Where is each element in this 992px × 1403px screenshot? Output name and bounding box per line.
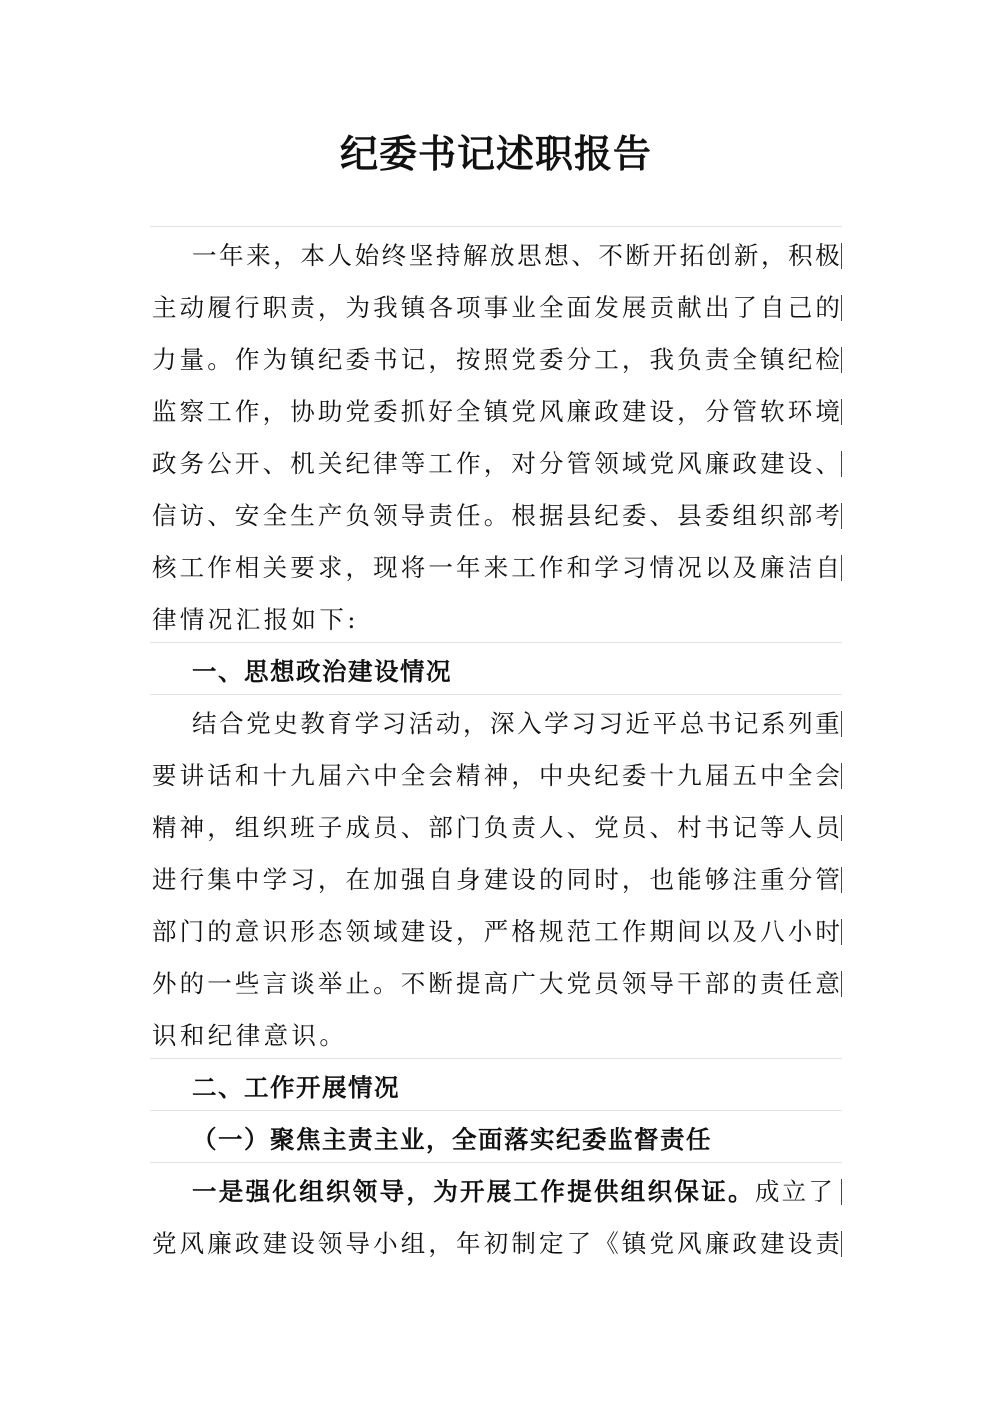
divider (150, 1162, 842, 1163)
section-heading-1: 一、思想政治建设情况 (192, 657, 452, 686)
line-end-marker (841, 763, 842, 789)
paragraph-2-line: 部 门 的 意 识 形 态 领 域 建 设 ， 严 格 规 范 工 作 期 间 以 及 八 小 时 (152, 917, 840, 946)
paragraph-1-line: 力 量 。 作 为 镇 纪 委 书 记 ， 按 照 党 委 分 工 ， 我 负 责 全 镇 纪 检 (152, 345, 840, 374)
line-end-marker (841, 867, 842, 893)
paragraph-1-line: 主 动 履 行 职 责 ， 为 我 镇 各 项 事 业 全 面 发 展 贡 献 出 了 自 己 的 (152, 293, 840, 322)
paragraph-2-line: 识和纪律意识。 (152, 1021, 348, 1050)
divider (150, 642, 842, 643)
paragraph-2-line: 要 讲 话 和 十 九 届 六 中 全 会 精 神 ， 中 央 纪 委 十 九 届 五 中 全 会 (152, 761, 840, 790)
paragraph-1-line: 政 务 公 开 、 机 关 纪 律 等 工 作 ， 对 分 管 领 域 党 风 廉 政 建 设 、 (152, 449, 840, 478)
line-end-marker (841, 295, 842, 321)
line-end-marker (841, 503, 842, 529)
paragraph-2-line: 结 合 党 史 教 育 学 习 活 动 ， 深 入 学 习 习 近 平 总 书 记 系 列 重 (192, 709, 840, 738)
divider (150, 1110, 842, 1111)
line-end-marker (841, 347, 842, 373)
paragraph-2-line: 进 行 集 中 学 习 ， 在 加 强 自 身 建 设 的 同 时 ， 也 能 够 注 重 分 管 (152, 865, 840, 894)
paragraph-1-line: 监 察 工 作 ， 协 助 党 委 抓 好 全 镇 党 风 廉 政 建 设 ， 分 管 软 环 境 (152, 397, 840, 426)
line-end-marker (841, 971, 842, 997)
paragraph-3-line (192, 1166, 840, 1218)
paragraph-1-line: 一 年 来 ， 本 人 始 终 坚 持 解 放 思 想 、 不 断 开 拓 创 新 ， 积 极 (192, 241, 840, 270)
line-end-marker (841, 1179, 842, 1205)
section-heading-2: 二、工作开展情况 (192, 1073, 400, 1102)
divider (150, 226, 842, 227)
paragraph-1-line: 信 访 、 安 全 生 产 负 领 导 责 任 。 根 据 县 纪 委 、 县 委 组 织 部 考 (152, 501, 840, 530)
line-end-marker (841, 451, 842, 477)
paragraph-1-line: 核 工 作 相 关 要 求 ， 现 将 一 年 来 工 作 和 学 习 情 况 以 及 廉 洁 自 (152, 553, 840, 582)
paragraph-3-lead: 一是强化组织领导，为开展工作提供组织保证。 (192, 1177, 755, 1206)
line-end-marker (841, 399, 842, 425)
line-end-marker (841, 815, 842, 841)
paragraph-3-rest: 成立了 (754, 1177, 836, 1206)
line-end-marker (841, 711, 842, 737)
paragraph-2-line: 外 的 一 些 言 谈 举 止 。 不 断 提 高 广 大 党 员 领 导 干 部 的 责 任 意 (152, 969, 840, 998)
line-end-marker (841, 243, 842, 269)
subsection-heading-2-1: （一）聚焦主责主业，全面落实纪委监督责任 (192, 1125, 712, 1154)
divider (150, 694, 842, 695)
line-end-marker (841, 1231, 842, 1257)
line-end-marker (841, 555, 842, 581)
paragraph-1-line: 律情况汇报如下: (152, 605, 359, 634)
divider (150, 1058, 842, 1059)
paragraph-3-line: 党 风 廉 政 建 设 领 导 小 组 ， 年 初 制 定 了 《 镇 党 风 廉 政 建 设 责 (152, 1229, 840, 1258)
document-title: 纪委书记述职报告 (339, 131, 652, 176)
line-end-marker (841, 919, 842, 945)
paragraph-2-line: 精 神 ， 组 织 班 子 成 员 、 部 门 负 责 人 、 党 员 、 村 书 记 等 人 员 (152, 813, 840, 842)
